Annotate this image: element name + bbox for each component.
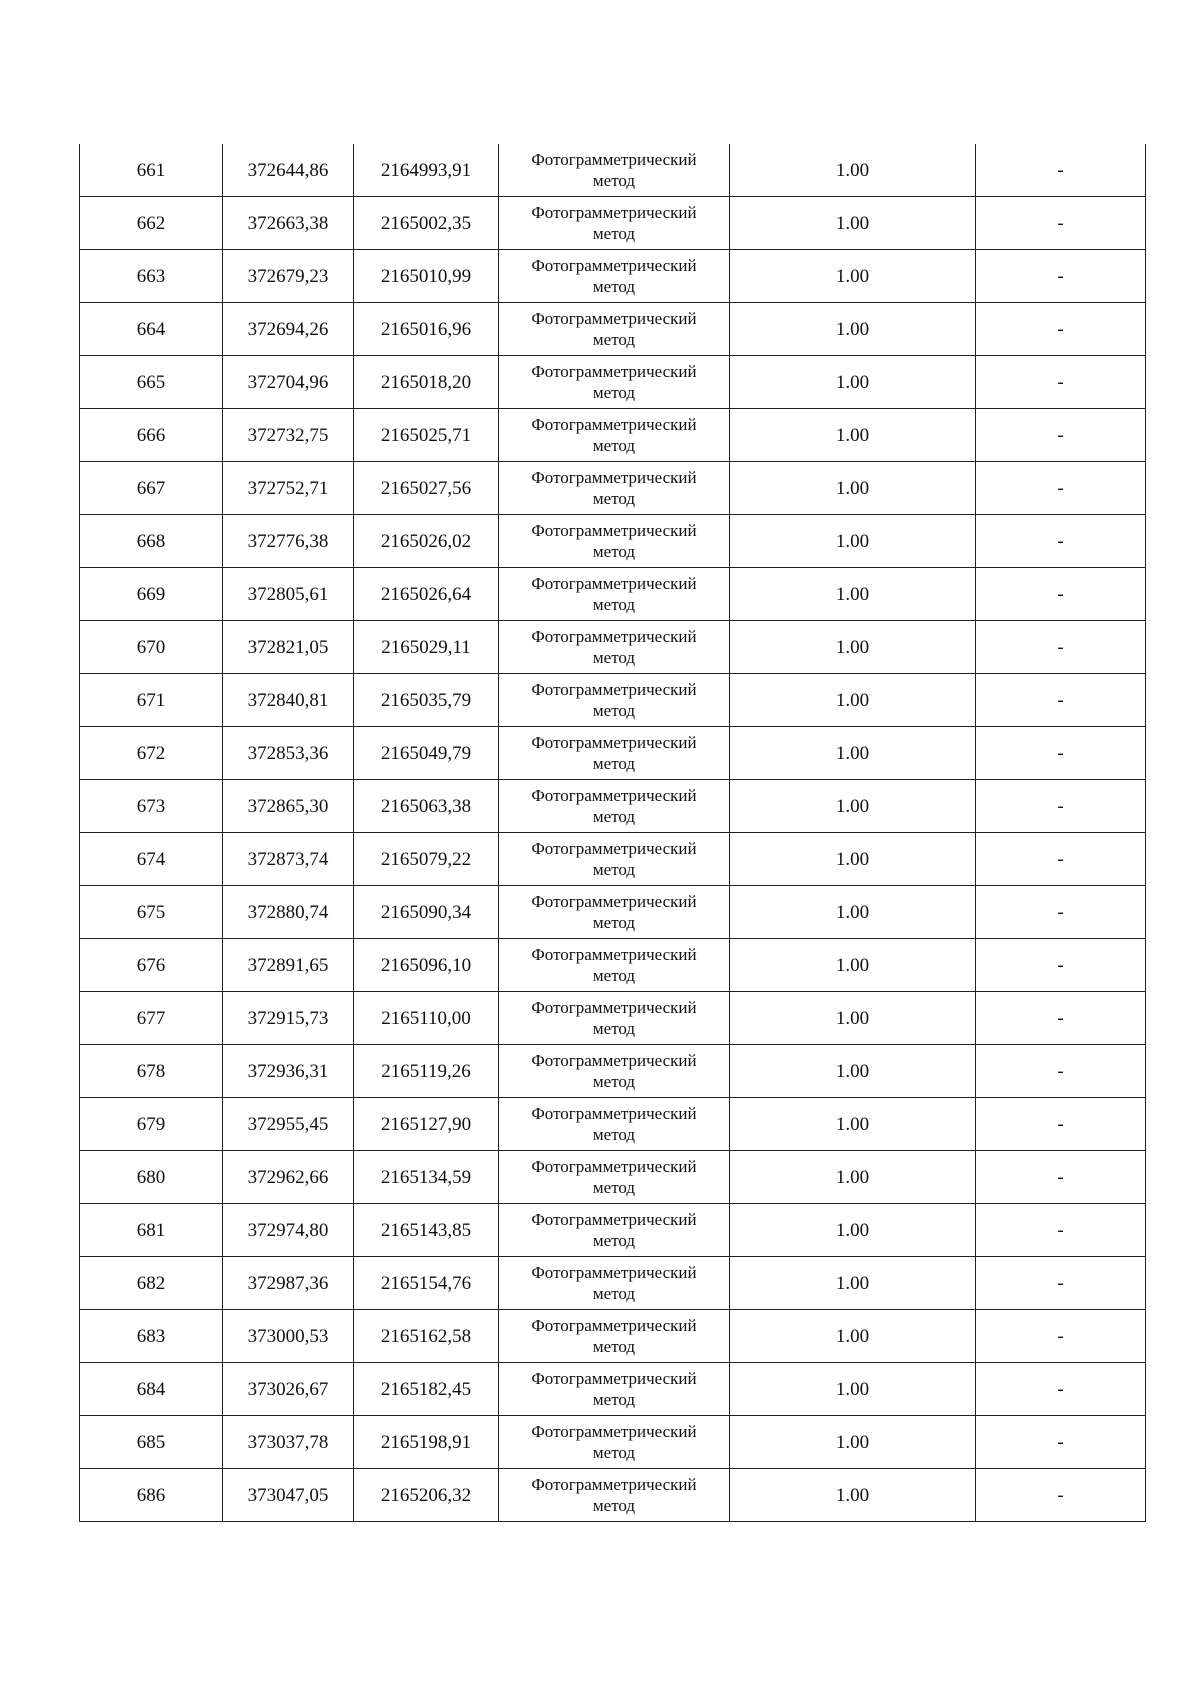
point-number-cell: 684 [80,1363,223,1416]
point-number-cell: 672 [80,727,223,780]
point-number-cell: 673 [80,780,223,833]
table-row [80,1098,1146,1151]
method-cell [499,1363,730,1416]
method-line-2: метод [592,648,636,667]
x-coordinate-cell: 372752,71 [223,462,354,515]
note-cell: - [976,1310,1146,1363]
method-cell [499,1310,730,1363]
table-row [80,886,1146,939]
table-row [80,1310,1146,1363]
note-cell: - [976,1204,1146,1257]
method-line-1: Фотограмметрический [531,1422,697,1441]
note-cell: - [976,1151,1146,1204]
x-coordinate-cell: 372915,73 [223,992,354,1045]
point-number-cell: 678 [80,1045,223,1098]
point-number-cell: 675 [80,886,223,939]
x-coordinate-cell: 372880,74 [223,886,354,939]
point-number-cell: 682 [80,1257,223,1310]
table-row [80,250,1146,303]
table-row [80,515,1146,568]
accuracy-cell: 1.00 [730,568,976,621]
accuracy-cell: 1.00 [730,1098,976,1151]
method-cell [499,197,730,250]
x-coordinate-cell: 372891,65 [223,939,354,992]
note-cell: - [976,1363,1146,1416]
accuracy-cell: 1.00 [730,621,976,674]
note-cell: - [976,197,1146,250]
method-cell [499,409,730,462]
method-cell [499,674,730,727]
method-line-1: Фотограмметрический [531,150,697,169]
method-line-1: Фотограмметрический [531,839,697,858]
accuracy-cell: 1.00 [730,462,976,515]
table-row [80,1416,1146,1469]
method-cell [499,1098,730,1151]
table-row [80,462,1146,515]
accuracy-cell: 1.00 [730,144,976,197]
method-cell [499,1204,730,1257]
method-cell [499,727,730,780]
y-coordinate-cell: 2165206,32 [354,1469,499,1522]
point-number-cell: 670 [80,621,223,674]
method-line-2: метод [592,701,636,720]
method-line-2: метод [592,542,636,561]
y-coordinate-cell: 2165079,22 [354,833,499,886]
note-cell: - [976,144,1146,197]
accuracy-cell: 1.00 [730,727,976,780]
point-number-cell: 663 [80,250,223,303]
method-line-2: метод [592,1443,636,1462]
method-line-1: Фотограмметрический [531,1475,697,1494]
note-cell: - [976,356,1146,409]
accuracy-cell: 1.00 [730,1204,976,1257]
note-cell: - [976,568,1146,621]
note-cell: - [976,1469,1146,1522]
method-line-2: метод [592,1284,636,1303]
method-line-2: метод [592,1390,636,1409]
x-coordinate-cell: 372704,96 [223,356,354,409]
accuracy-cell: 1.00 [730,197,976,250]
method-cell [499,1151,730,1204]
coordinates-table-body [80,144,1146,1522]
x-coordinate-cell: 372821,05 [223,621,354,674]
method-line-2: метод [592,807,636,826]
method-line-2: метод [592,913,636,932]
y-coordinate-cell: 2165035,79 [354,674,499,727]
note-cell: - [976,409,1146,462]
x-coordinate-cell: 372805,61 [223,568,354,621]
method-line-2: метод [592,1178,636,1197]
point-number-cell: 669 [80,568,223,621]
table-row [80,992,1146,1045]
method-line-1: Фотограмметрический [531,1157,697,1176]
point-number-cell: 680 [80,1151,223,1204]
x-coordinate-cell: 372679,23 [223,250,354,303]
y-coordinate-cell: 2165182,45 [354,1363,499,1416]
method-cell [499,1045,730,1098]
accuracy-cell: 1.00 [730,1257,976,1310]
method-line-1: Фотограмметрический [531,574,697,593]
method-cell [499,144,730,197]
x-coordinate-cell: 372663,38 [223,197,354,250]
method-line-2: метод [592,1337,636,1356]
note-cell: - [976,1416,1146,1469]
y-coordinate-cell: 2165063,38 [354,780,499,833]
method-line-1: Фотограмметрический [531,1051,697,1070]
point-number-cell: 686 [80,1469,223,1522]
table-row [80,568,1146,621]
method-line-1: Фотограмметрический [531,1369,697,1388]
accuracy-cell: 1.00 [730,250,976,303]
point-number-cell: 685 [80,1416,223,1469]
x-coordinate-cell: 373000,53 [223,1310,354,1363]
method-cell [499,250,730,303]
y-coordinate-cell: 2165010,99 [354,250,499,303]
method-line-1: Фотограмметрический [531,786,697,805]
note-cell: - [976,992,1146,1045]
table-row [80,833,1146,886]
method-line-1: Фотограмметрический [531,1263,697,1282]
y-coordinate-cell: 2165027,56 [354,462,499,515]
method-cell [499,886,730,939]
method-line-2: метод [592,277,636,296]
x-coordinate-cell: 372644,86 [223,144,354,197]
note-cell: - [976,780,1146,833]
y-coordinate-cell: 2164993,91 [354,144,499,197]
y-coordinate-cell: 2165134,59 [354,1151,499,1204]
y-coordinate-cell: 2165018,20 [354,356,499,409]
note-cell: - [976,833,1146,886]
method-line-1: Фотограмметрический [531,309,697,328]
note-cell: - [976,674,1146,727]
point-number-cell: 677 [80,992,223,1045]
method-line-2: метод [592,1072,636,1091]
accuracy-cell: 1.00 [730,833,976,886]
point-number-cell: 666 [80,409,223,462]
y-coordinate-cell: 2165127,90 [354,1098,499,1151]
method-line-2: метод [592,1231,636,1250]
point-number-cell: 661 [80,144,223,197]
note-cell: - [976,727,1146,780]
table-row [80,197,1146,250]
accuracy-cell: 1.00 [730,1416,976,1469]
table-row [80,144,1146,197]
note-cell: - [976,1098,1146,1151]
y-coordinate-cell: 2165198,91 [354,1416,499,1469]
y-coordinate-cell: 2165143,85 [354,1204,499,1257]
y-coordinate-cell: 2165026,64 [354,568,499,621]
accuracy-cell: 1.00 [730,515,976,568]
method-cell [499,1416,730,1469]
method-line-2: метод [592,171,636,190]
note-cell: - [976,462,1146,515]
method-cell [499,303,730,356]
method-line-1: Фотограмметрический [531,945,697,964]
accuracy-cell: 1.00 [730,1363,976,1416]
method-line-2: метод [592,966,636,985]
table-row [80,780,1146,833]
method-line-1: Фотограмметрический [531,1316,697,1335]
method-cell [499,780,730,833]
x-coordinate-cell: 372853,36 [223,727,354,780]
x-coordinate-cell: 373037,78 [223,1416,354,1469]
method-line-1: Фотограмметрический [531,415,697,434]
method-cell [499,833,730,886]
y-coordinate-cell: 2165162,58 [354,1310,499,1363]
x-coordinate-cell: 372962,66 [223,1151,354,1204]
method-line-1: Фотограмметрический [531,203,697,222]
method-line-2: метод [592,330,636,349]
method-line-2: метод [592,1019,636,1038]
y-coordinate-cell: 2165049,79 [354,727,499,780]
point-number-cell: 679 [80,1098,223,1151]
point-number-cell: 667 [80,462,223,515]
table-row [80,1151,1146,1204]
table-row [80,356,1146,409]
method-line-1: Фотограмметрический [531,733,697,752]
method-line-2: метод [592,489,636,508]
method-line-2: метод [592,224,636,243]
table-row [80,1363,1146,1416]
accuracy-cell: 1.00 [730,674,976,727]
x-coordinate-cell: 372865,30 [223,780,354,833]
y-coordinate-cell: 2165016,96 [354,303,499,356]
y-coordinate-cell: 2165096,10 [354,939,499,992]
note-cell: - [976,303,1146,356]
accuracy-cell: 1.00 [730,1045,976,1098]
method-line-2: метод [592,1496,636,1515]
accuracy-cell: 1.00 [730,1310,976,1363]
y-coordinate-cell: 2165110,00 [354,992,499,1045]
x-coordinate-cell: 372987,36 [223,1257,354,1310]
table-row [80,1204,1146,1257]
point-number-cell: 668 [80,515,223,568]
x-coordinate-cell: 373026,67 [223,1363,354,1416]
note-cell: - [976,886,1146,939]
point-number-cell: 683 [80,1310,223,1363]
method-cell [499,356,730,409]
accuracy-cell: 1.00 [730,886,976,939]
y-coordinate-cell: 2165154,76 [354,1257,499,1310]
method-cell [499,992,730,1045]
x-coordinate-cell: 372974,80 [223,1204,354,1257]
point-number-cell: 681 [80,1204,223,1257]
table-row [80,1257,1146,1310]
method-line-1: Фотограмметрический [531,1104,697,1123]
method-line-2: метод [592,595,636,614]
method-line-1: Фотограмметрический [531,256,697,275]
accuracy-cell: 1.00 [730,992,976,1045]
method-line-1: Фотограмметрический [531,627,697,646]
x-coordinate-cell: 373047,05 [223,1469,354,1522]
point-number-cell: 671 [80,674,223,727]
y-coordinate-cell: 2165029,11 [354,621,499,674]
accuracy-cell: 1.00 [730,409,976,462]
accuracy-cell: 1.00 [730,1469,976,1522]
point-number-cell: 664 [80,303,223,356]
accuracy-cell: 1.00 [730,1151,976,1204]
note-cell: - [976,515,1146,568]
point-number-cell: 674 [80,833,223,886]
table-row [80,1469,1146,1522]
table-row [80,409,1146,462]
x-coordinate-cell: 372732,75 [223,409,354,462]
method-line-1: Фотограмметрический [531,362,697,381]
accuracy-cell: 1.00 [730,939,976,992]
method-cell [499,1469,730,1522]
method-line-1: Фотограмметрический [531,998,697,1017]
table-row [80,303,1146,356]
point-number-cell: 665 [80,356,223,409]
y-coordinate-cell: 2165002,35 [354,197,499,250]
method-line-1: Фотограмметрический [531,892,697,911]
x-coordinate-cell: 372955,45 [223,1098,354,1151]
y-coordinate-cell: 2165025,71 [354,409,499,462]
method-line-2: метод [592,1125,636,1144]
accuracy-cell: 1.00 [730,780,976,833]
y-coordinate-cell: 2165090,34 [354,886,499,939]
note-cell: - [976,939,1146,992]
point-number-cell: 662 [80,197,223,250]
table-row [80,1045,1146,1098]
accuracy-cell: 1.00 [730,303,976,356]
x-coordinate-cell: 372936,31 [223,1045,354,1098]
table-row [80,939,1146,992]
accuracy-cell: 1.00 [730,356,976,409]
method-line-2: метод [592,754,636,773]
method-line-1: Фотограмметрический [531,468,697,487]
note-cell: - [976,250,1146,303]
method-line-2: метод [592,860,636,879]
note-cell: - [976,1257,1146,1310]
note-cell: - [976,1045,1146,1098]
method-cell [499,568,730,621]
method-line-2: метод [592,436,636,455]
table-row [80,621,1146,674]
method-line-2: метод [592,383,636,402]
method-cell [499,515,730,568]
method-line-1: Фотограмметрический [531,521,697,540]
x-coordinate-cell: 372873,74 [223,833,354,886]
x-coordinate-cell: 372776,38 [223,515,354,568]
note-cell: - [976,621,1146,674]
table-row [80,727,1146,780]
method-cell [499,462,730,515]
method-cell [499,939,730,992]
y-coordinate-cell: 2165026,02 [354,515,499,568]
method-line-1: Фотограмметрический [531,1210,697,1229]
x-coordinate-cell: 372694,26 [223,303,354,356]
coordinates-table [79,144,1146,1522]
point-number-cell: 676 [80,939,223,992]
y-coordinate-cell: 2165119,26 [354,1045,499,1098]
method-cell [499,621,730,674]
method-cell [499,1257,730,1310]
table-row [80,674,1146,727]
method-line-1: Фотограмметрический [531,680,697,699]
x-coordinate-cell: 372840,81 [223,674,354,727]
